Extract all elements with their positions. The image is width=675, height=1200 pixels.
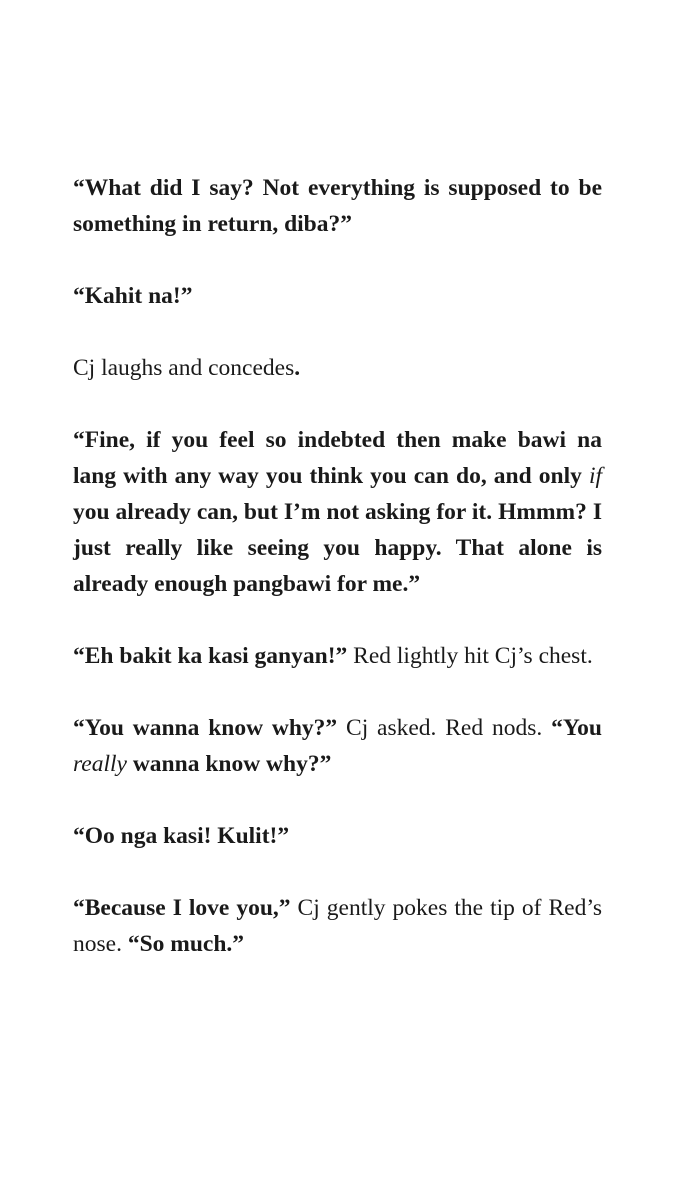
dialogue-text: “Eh bakit ka kasi ganyan!”: [73, 643, 348, 669]
paragraph-2: [73, 278, 602, 314]
dialogue-text: “Because I love you,”: [73, 895, 291, 921]
dialogue-text: “Oo nga kasi! Kulit!”: [73, 823, 290, 849]
paragraph-5: [73, 638, 602, 674]
paragraph-8: [73, 890, 602, 962]
paragraph-4: [73, 422, 602, 602]
paragraph-3: [73, 350, 602, 386]
narration-text: .: [294, 355, 301, 381]
paragraph-7: [73, 818, 602, 854]
dialogue-text: you already can, but I’m not asking for it. Hmmm? I just really like seeing you happy. That alone is already enough pangbawi for me.”: [73, 499, 602, 597]
paragraph-6: [73, 710, 602, 782]
dialogue-text: “So much.”: [127, 931, 245, 957]
dialogue-text: “You: [551, 715, 602, 741]
dialogue-text: “What did I say? Not everything is supposed to be something in return, diba?”: [73, 175, 602, 237]
dialogue-text: “Fine, if you feel so indebted then make bawi na lang with any way you think you can do, and only: [73, 427, 602, 489]
narration-text: Cj asked. Red nods.: [337, 715, 552, 741]
dialogue-text: “You wanna know why?”: [73, 715, 338, 741]
dialogue-text: wanna know why?”: [126, 751, 332, 777]
paragraph-1: [73, 170, 602, 242]
dialogue-text: “Kahit na!”: [73, 283, 193, 309]
narration-text: Cj gently pokes the tip of Red’s nose.: [73, 895, 603, 957]
narration-text: Cj laughs and concedes: [73, 355, 295, 381]
story-text-body: [73, 170, 602, 998]
emphasis-text: if: [588, 463, 602, 489]
narration-text: Red lightly hit Cj’s chest.: [347, 643, 593, 669]
emphasis-text: really: [73, 751, 127, 777]
